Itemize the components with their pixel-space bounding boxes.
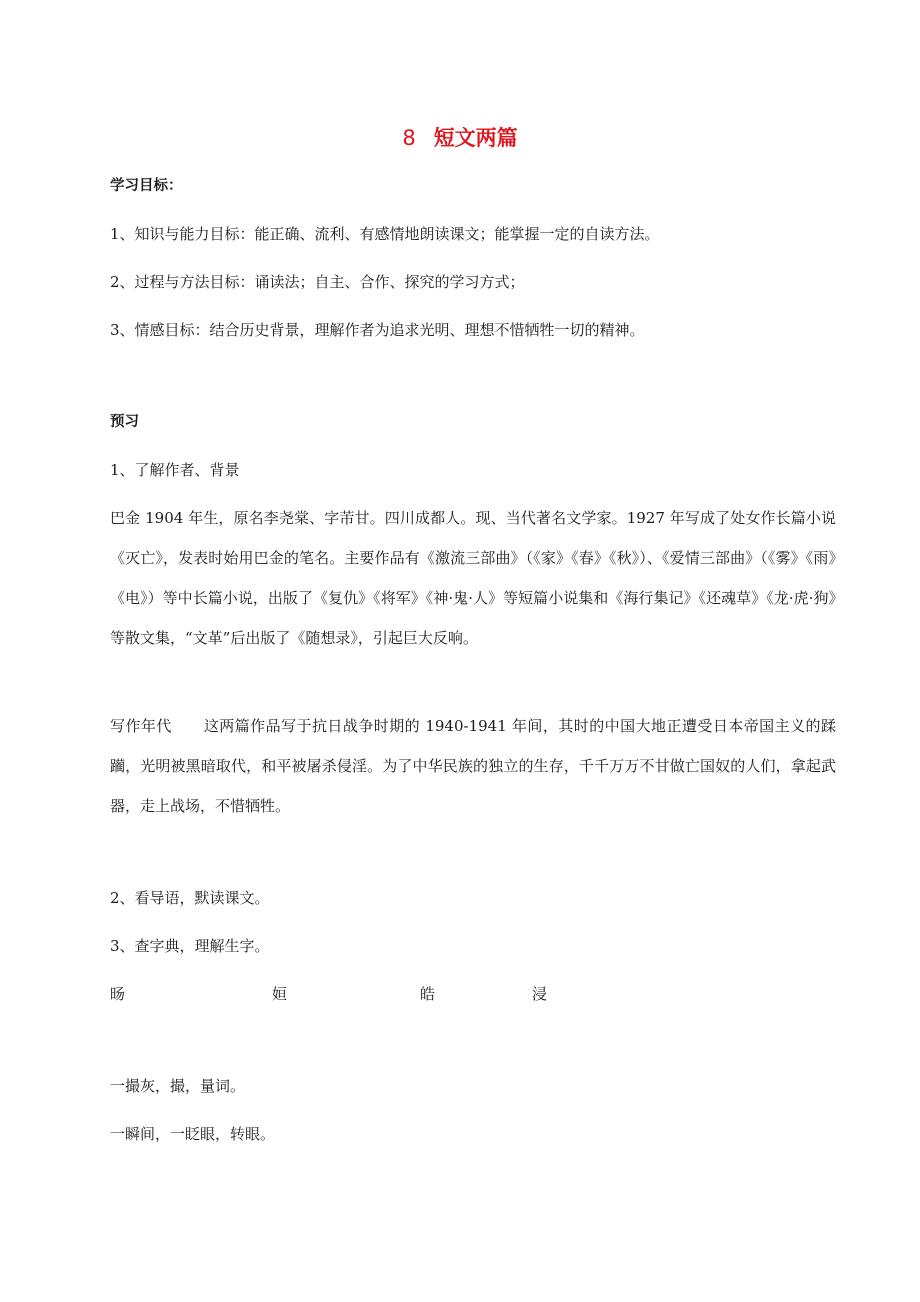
- new-character: 浸: [532, 985, 548, 1003]
- preview-heading: 预习: [110, 414, 139, 430]
- objective-item-1: 1、知识与能力目标：能正确、流利、有感情地朗读课文；能掌握一定的自读方法。: [110, 225, 660, 243]
- objective-item-2: 2、过程与方法目标：诵读法；自主、合作、探究的学习方式；: [110, 273, 525, 291]
- preview-step-2: 2、看导语，默读课文。: [110, 889, 270, 907]
- preview-step-3: 3、查字典，理解生字。: [110, 937, 270, 955]
- new-character: 姮: [272, 985, 288, 1003]
- objective-item-3: 3、情感目标：结合历史背景，理解作者为追求光明、理想不惜牺牲一切的精神。: [110, 321, 645, 339]
- definition-1: 一撮灰，撮，量词。: [110, 1077, 246, 1095]
- writing-period-text: 这两篇作品写于抗日战争时期的 1940-1941 年间，其时的中国大地正遭受日本帝国主义的蹂躏，光明被黑暗取代，和平被屠杀侵淫。为了中华民族的独立的生存，千千万万不甘做亡国奴的人们，拿起武器，走上战场，不惜牺牲。: [110, 717, 836, 815]
- definition-2: 一瞬间，一眨眼，转眼。: [110, 1125, 276, 1143]
- page-title: [0, 122, 920, 152]
- new-character: 皓: [420, 985, 436, 1003]
- preview-step-1: 1、了解作者、背景: [110, 461, 240, 479]
- author-background-paragraph: 巴金 1904 年生，原名李尧棠、字芾甘。四川成都人。现、当代著名文学家。1927 年写成了处女作长篇小说《灭亡》，发表时始用巴金的笔名。主要作品有《激流三部曲》（《家》《春》《秋》）、《爱情三部曲》（《雾》《雨》《电》）等中长篇小说，出版了《复仇》《将军》《神·鬼·人》等短篇小说集和《海行集记》《还魂草》《龙·虎·狗》等散文集，“文革”后出版了《随想录》，引起巨大反响。: [110, 509, 836, 647]
- lesson-number: 8: [402, 126, 416, 150]
- new-character: 旸: [110, 985, 126, 1003]
- lesson-title: 短文两篇: [433, 126, 518, 150]
- writing-period-paragraph: [110, 706, 836, 826]
- objectives-heading: 学习目标：: [110, 178, 183, 194]
- writing-period-label: 写作年代: [110, 717, 172, 735]
